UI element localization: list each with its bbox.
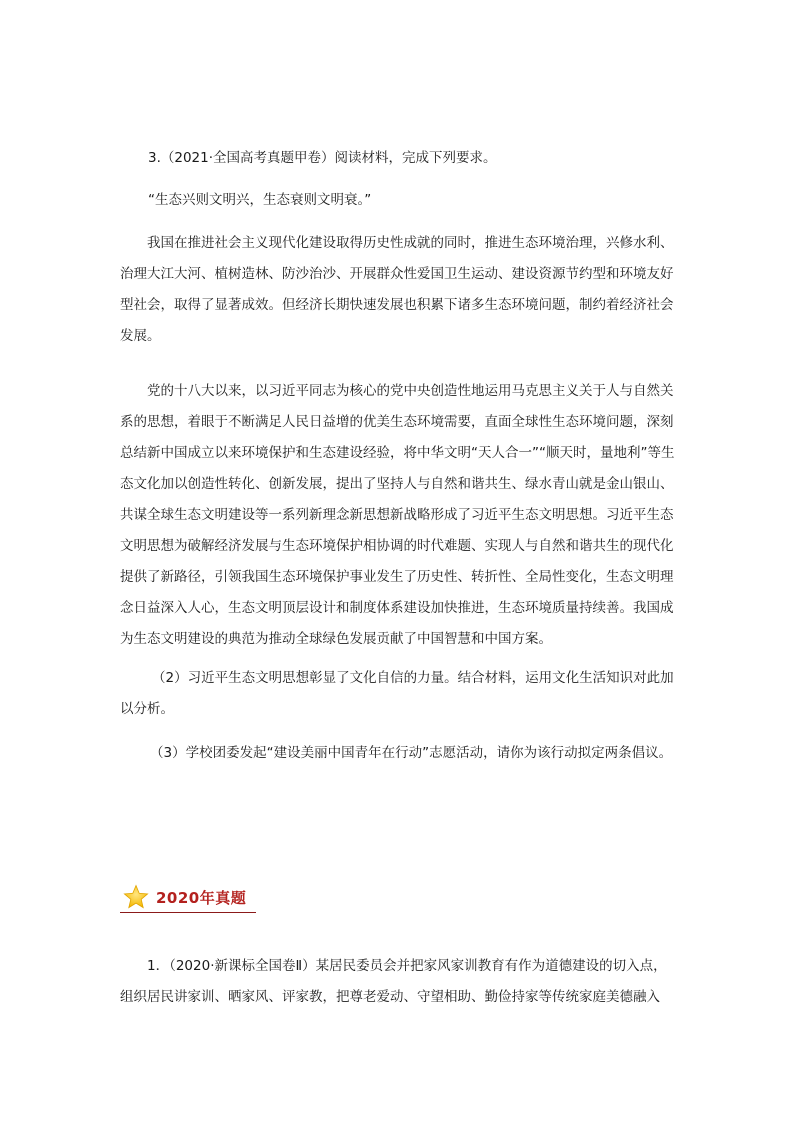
sub-question-3: （3）学校团委发起“建设美丽中国青年在行动”志愿活动，请你为该行动拟定两条倡议。 <box>150 745 673 761</box>
question-1-text: 1．（2020·新课标全国卷Ⅱ）某居民委员会并把家风家训教育有作为道德建设的切入点，组织居民讲家训、晒家风、评家教，把尊老爱动、守望相助、勤俭持家等传统家庭美德融入 <box>120 958 667 1005</box>
question-3-quote: “生态兴则文明兴，生态衰则文明衰。” <box>148 192 372 208</box>
material-paragraph-1: 我国在推进社会主义现代化建设取得历史性成就的同时，推进生态环境治理，兴修水利、治理大江大河、植树造林、防沙治沙、开展群众性爱国卫生运动、建设资源节约型和环境友好型社会，取得了显著成效。但经济长期快速发展也积累下诸多生态环境问题，制约着经济社会发展。 <box>120 235 674 344</box>
material-paragraph-2: 党的十八大以来，以习近平同志为核心的党中央创造性地运用马克思主义关于人与自然关系的思想，着眼于不断满足人民日益增的优美生态环境需要，直面全球性生态环境问题，深刻总结新中国成立以来环境保护和生态建设经验，将中华文明“天人合一”“顺天时，量地利”等生态文化加以创造性转化、创新发展，提出了坚持人与自然和谐共生、绿水青山就是金山银山、共谋全球生态文明建设等一系列新理念新思想新战略形成了习近平生态文明思想。习近平生态文明思想为破解经济发展与生态环境保护相协调的时代难题、实现人与自然和谐共生的现代化提供了新路径，引领我国生态环境保护事业发生了历史性、转折性、全局性变化，生态文明理念日益深入人心，生态文明顶层设计和制度体系建设加快推进，生态环境质量持续善。我国成为生态文明建设的典范为推动全球绿色发展贡献了中国智慧和中国方案。 <box>120 383 675 647</box>
star-icon <box>123 884 149 910</box>
section-title: 2020年真题 <box>156 889 247 907</box>
section-header-2020 <box>120 882 256 913</box>
sub-question-2: （2）习近平生态文明思想彰显了文化自信的力量。结合材料，运用文化生活知识对此加以分析。 <box>120 670 674 717</box>
question-3-header: 3.（2021·全国高考真题甲卷）阅读材料，完成下列要求。 <box>148 150 497 166</box>
